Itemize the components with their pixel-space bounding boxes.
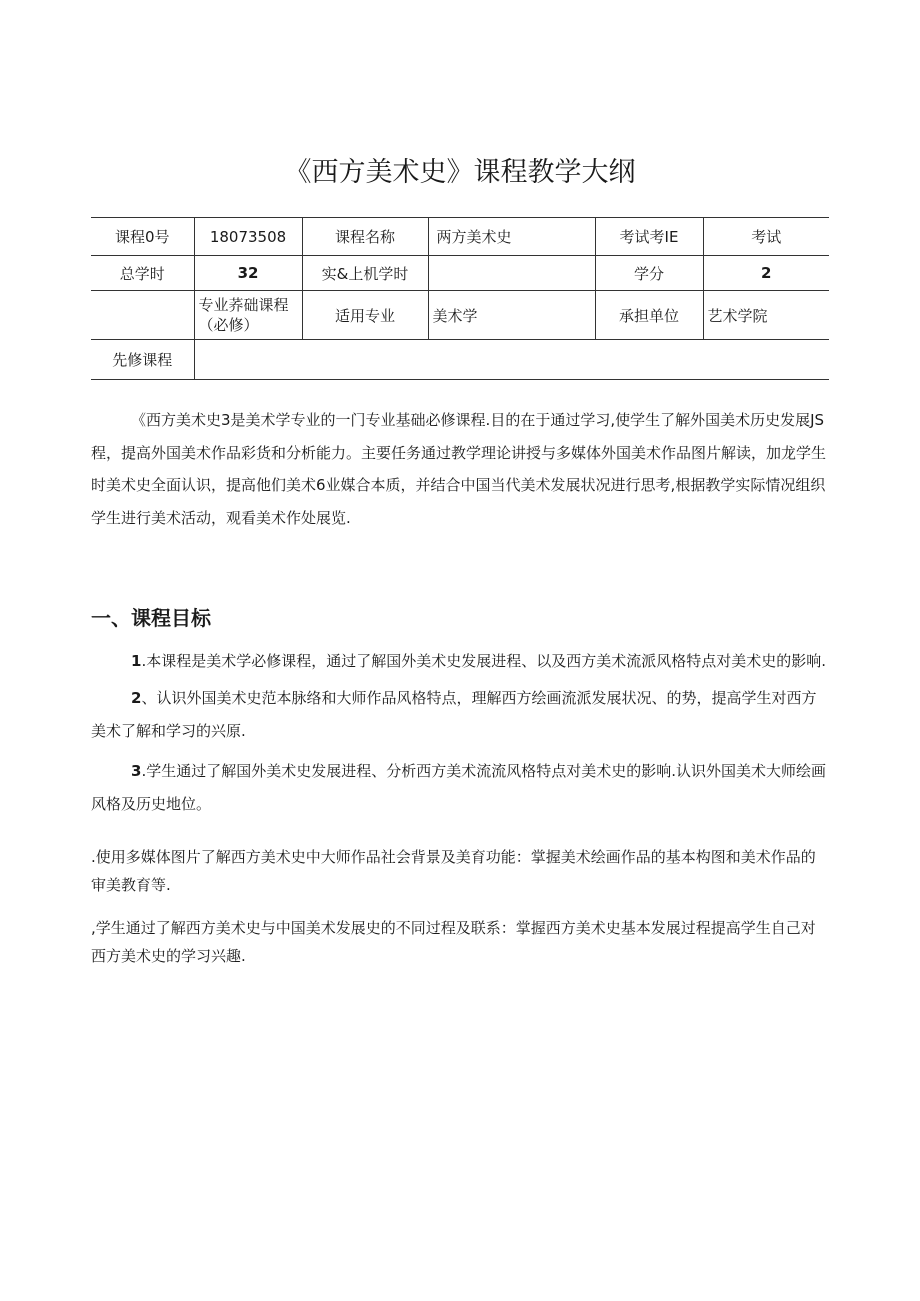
table-cell: 32 bbox=[194, 256, 302, 291]
table-cell: 适用专业 bbox=[302, 291, 428, 340]
table-cell: 艺术学院 bbox=[703, 291, 829, 340]
table-cell: 课程名称 bbox=[302, 218, 428, 256]
objective-item bbox=[91, 645, 829, 678]
table-row bbox=[91, 256, 829, 291]
table-cell: 专业荞础课程（必修） bbox=[194, 291, 302, 340]
intro-paragraph: 《西方美术史3是美术学专业的一门专业基础必修课程.目的在于通过学习,使学生了解外国美术历史发展JS程，提高外国美术作品彩货和分析能力。主要任务通过教学理论讲授与多媒体外国美术作品图片解读，加龙学生时美术史全面认识，提高他们美术6业媒合本质，并结合中国当代美术发展状况进行思考,根据教学实际情况组织学生进行美术活动，观看美术作处展览. bbox=[91, 411, 827, 527]
item-text: 、认识外国美术史范本脉络和大师作品风格特点，理解西方绘画流派发展状况、的势，提高学生对西方美术了解和学习的兴原. bbox=[91, 689, 817, 740]
page-title: 《西方美术史》课程教学大纲 bbox=[284, 157, 636, 188]
table-cell: 实&上机学时 bbox=[302, 256, 428, 291]
objective-item bbox=[91, 682, 829, 747]
item-number: 3 bbox=[131, 762, 142, 780]
table-cell: 课程0号 bbox=[91, 218, 194, 256]
table-cell: 2 bbox=[703, 256, 829, 291]
table-cell bbox=[428, 256, 595, 291]
table-row bbox=[91, 340, 829, 380]
item-text: .本课程是美术学必修课程，通过了解国外美术史发展进程、以及西方美术流派风格特点对美术史的影响. bbox=[141, 652, 826, 670]
objective-item: ,学生通过了解西方美术史与中国美术发展史的不同过程及联系：掌握西方美术史基本发展过程提高学生自己对西方美术史的学习兴趣. bbox=[91, 919, 816, 965]
item-text: .学生通过了解国外美术史发展进程、分析西方美术流流风格特点对美术史的影响.认识外国美术大师绘画风格及历史地位。 bbox=[91, 762, 826, 813]
table-cell: 总学时 bbox=[91, 256, 194, 291]
item-number: 2 bbox=[131, 689, 142, 707]
table-cell: 学分 bbox=[595, 256, 703, 291]
table-cell bbox=[194, 340, 829, 380]
table-cell: 两方美术史 bbox=[428, 218, 595, 256]
table-cell: 美术学 bbox=[428, 291, 595, 340]
course-info-table bbox=[91, 217, 829, 380]
table-row bbox=[91, 218, 829, 256]
table-row bbox=[91, 291, 829, 340]
objective-item: .使用多媒体图片了解西方美术史中大师作品社会背景及美育功能：掌握美术绘画作品的基本构图和美术作品的审美教育等. bbox=[91, 848, 816, 894]
table-cell: 承担单位 bbox=[595, 291, 703, 340]
table-cell: 18073508 bbox=[194, 218, 302, 256]
table-cell: 考试考IE bbox=[595, 218, 703, 256]
section-heading: 一、课程目标 bbox=[91, 606, 211, 630]
table-cell: 先修课程 bbox=[91, 340, 194, 380]
table-cell: 考试 bbox=[703, 218, 829, 256]
objective-item bbox=[91, 755, 829, 820]
table-cell bbox=[91, 291, 194, 340]
item-number: 1 bbox=[131, 652, 142, 670]
